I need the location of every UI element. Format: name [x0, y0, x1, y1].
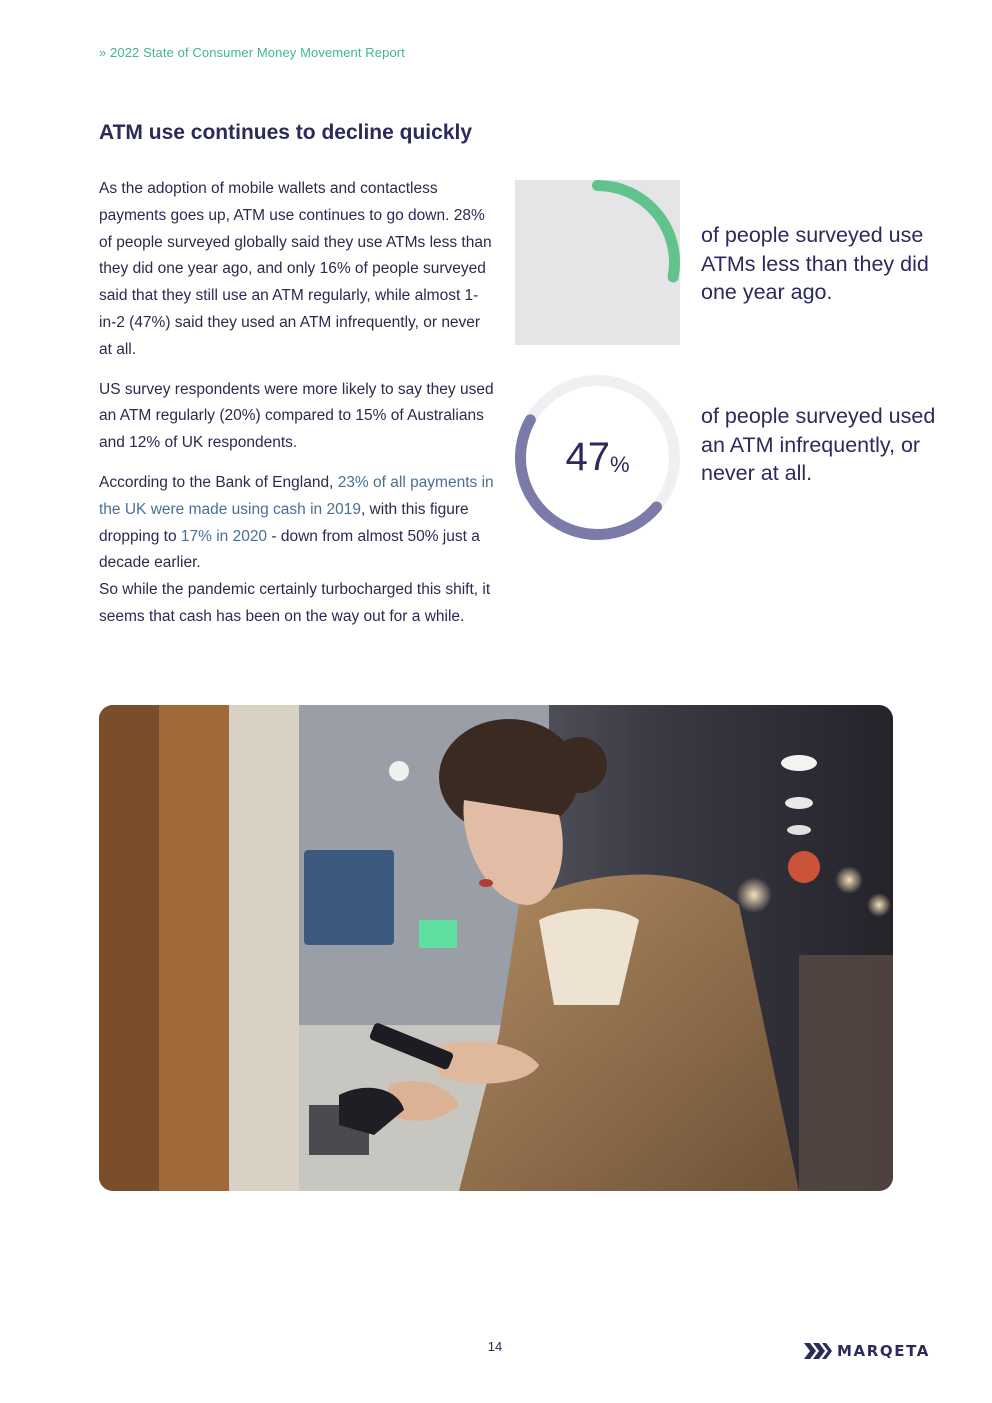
donut-value-atm-less	[515, 180, 680, 345]
stat-number-47: 47	[565, 435, 610, 479]
stat-percent-sign-47: %	[609, 451, 630, 477]
report-breadcrumb: » 2022 State of Consumer Money Movement Report	[99, 45, 405, 60]
link-cash-2019[interactable]: 23% of all payments in the UK were made using cash in 2019	[99, 473, 494, 518]
marqeta-logo	[803, 1341, 930, 1361]
bank-of-england-mid: , with this figure dropping to	[99, 500, 469, 545]
donut-chart-atm-less	[515, 180, 680, 345]
link-cash-2020[interactable]: 17% in 2020	[180, 527, 268, 545]
bank-of-england-prefix: According to the Bank of England,	[99, 473, 338, 491]
woman-at-atm-photo	[99, 705, 893, 1191]
stat-atm-less-use	[515, 180, 680, 345]
photo-illustration	[99, 705, 893, 1191]
body-text	[99, 176, 494, 644]
marqeta-chevrons-icon	[803, 1341, 833, 1361]
marqeta-logo-text: MARQETA	[837, 1342, 930, 1360]
stat-atm-infrequent	[515, 375, 680, 540]
bank-of-england-suffix: - down from almost 50% just a decade earlier.	[99, 527, 480, 572]
stat-description-atm-infrequent: of people surveyed used an ATM infrequently, or never at all.	[701, 404, 936, 486]
paragraph-adoption: As the adoption of mobile wallets and contactless payments goes up, ATM use continues to go down. 28% of people surveyed globally said they use ATMs less than they did one year ago, and only 16% of people surveyed said that they still use an ATM regularly, while almost 1-in-2 (47%) said they used an ATM infrequently, or never at all.	[99, 180, 492, 358]
page-title: ATM use continues to decline quickly	[99, 121, 473, 144]
paragraph-pandemic: So while the pandemic certainly turbocharged this shift, it seems that cash has been on the way out for a while.	[99, 581, 491, 625]
donut-chart-atm-infrequent	[515, 375, 680, 540]
page-number: 14	[487, 1339, 503, 1354]
paragraph-us-respondents: US survey respondents were more likely to say they used an ATM regularly (20%) compared to 15% of Australians and 12% of UK respondents.	[99, 380, 494, 452]
donut-value-atm-infrequent	[515, 375, 680, 540]
paragraph-bank-of-england	[99, 470, 494, 577]
stat-description-atm-less: of people surveyed use ATMs less than they did one year ago.	[701, 223, 929, 305]
